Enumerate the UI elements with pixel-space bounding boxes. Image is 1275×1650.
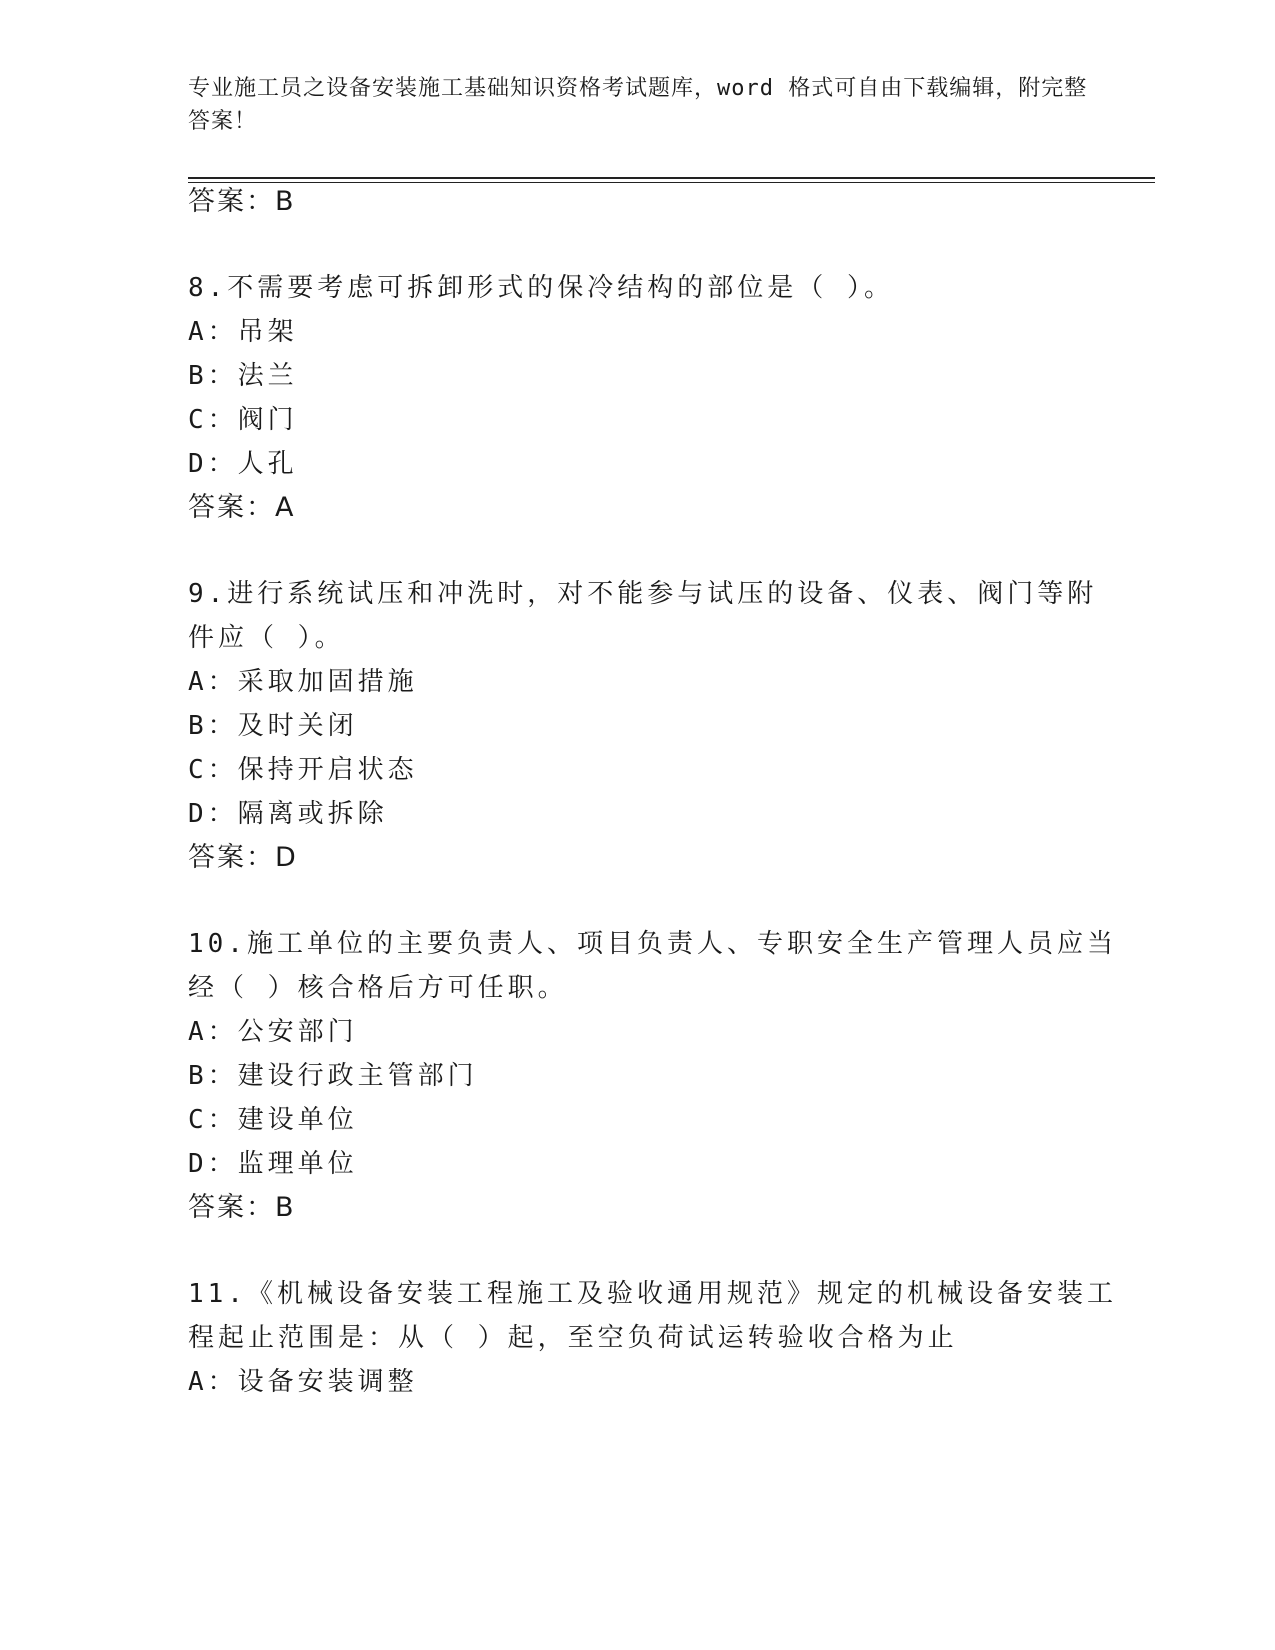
option-9-a: A：采取加固措施 bbox=[188, 667, 418, 697]
option-10-b: B：建设行政主管部门 bbox=[188, 1061, 478, 1091]
option-8-c: C：阀门 bbox=[188, 405, 298, 435]
question-11-line-1: 11.《机械设备安装工程施工及验收通用规范》规定的机械设备安装工 bbox=[188, 1279, 1117, 1309]
option-8-a: A：吊架 bbox=[188, 317, 298, 347]
header-divider bbox=[188, 177, 1155, 179]
answer-8: 答案：A bbox=[188, 492, 296, 523]
option-10-d: D：监理单位 bbox=[188, 1149, 358, 1179]
option-11-a: A：设备安装调整 bbox=[188, 1367, 418, 1397]
option-10-a: A：公安部门 bbox=[188, 1017, 358, 1047]
question-10-line-2: 经（ ）核合格后方可任职。 bbox=[188, 973, 568, 1003]
option-8-b: B：法兰 bbox=[188, 361, 298, 391]
question-10-line-1: 10.施工单位的主要负责人、项目负责人、专职安全生产管理人员应当 bbox=[188, 929, 1117, 959]
question-9-line-2: 件应（ ）。 bbox=[188, 623, 345, 653]
answer-10: 答案：B bbox=[188, 1192, 296, 1223]
header-divider-thin bbox=[188, 182, 1155, 183]
answer-7: 答案：B bbox=[188, 186, 296, 217]
question-8: 8.不需要考虑可拆卸形式的保冷结构的部位是（ ）。 bbox=[188, 273, 894, 303]
answer-9: 答案：D bbox=[188, 842, 298, 873]
document-header: 专业施工员之设备安装施工基础知识资格考试题库，word 格式可自由下载编辑，附完整答案！ bbox=[188, 76, 1088, 134]
option-9-c: C：保持开启状态 bbox=[188, 755, 418, 785]
option-10-c: C：建设单位 bbox=[188, 1105, 358, 1135]
question-11-line-2: 程起止范围是：从（ ）起，至空负荷试运转验收合格为止 bbox=[188, 1323, 958, 1353]
question-9-line-1: 9.进行系统试压和冲洗时，对不能参与试压的设备、仪表、阀门等附 bbox=[188, 579, 1098, 609]
option-9-b: B：及时关闭 bbox=[188, 711, 358, 741]
option-8-d: D：人孔 bbox=[188, 449, 298, 479]
option-9-d: D：隔离或拆除 bbox=[188, 799, 388, 829]
